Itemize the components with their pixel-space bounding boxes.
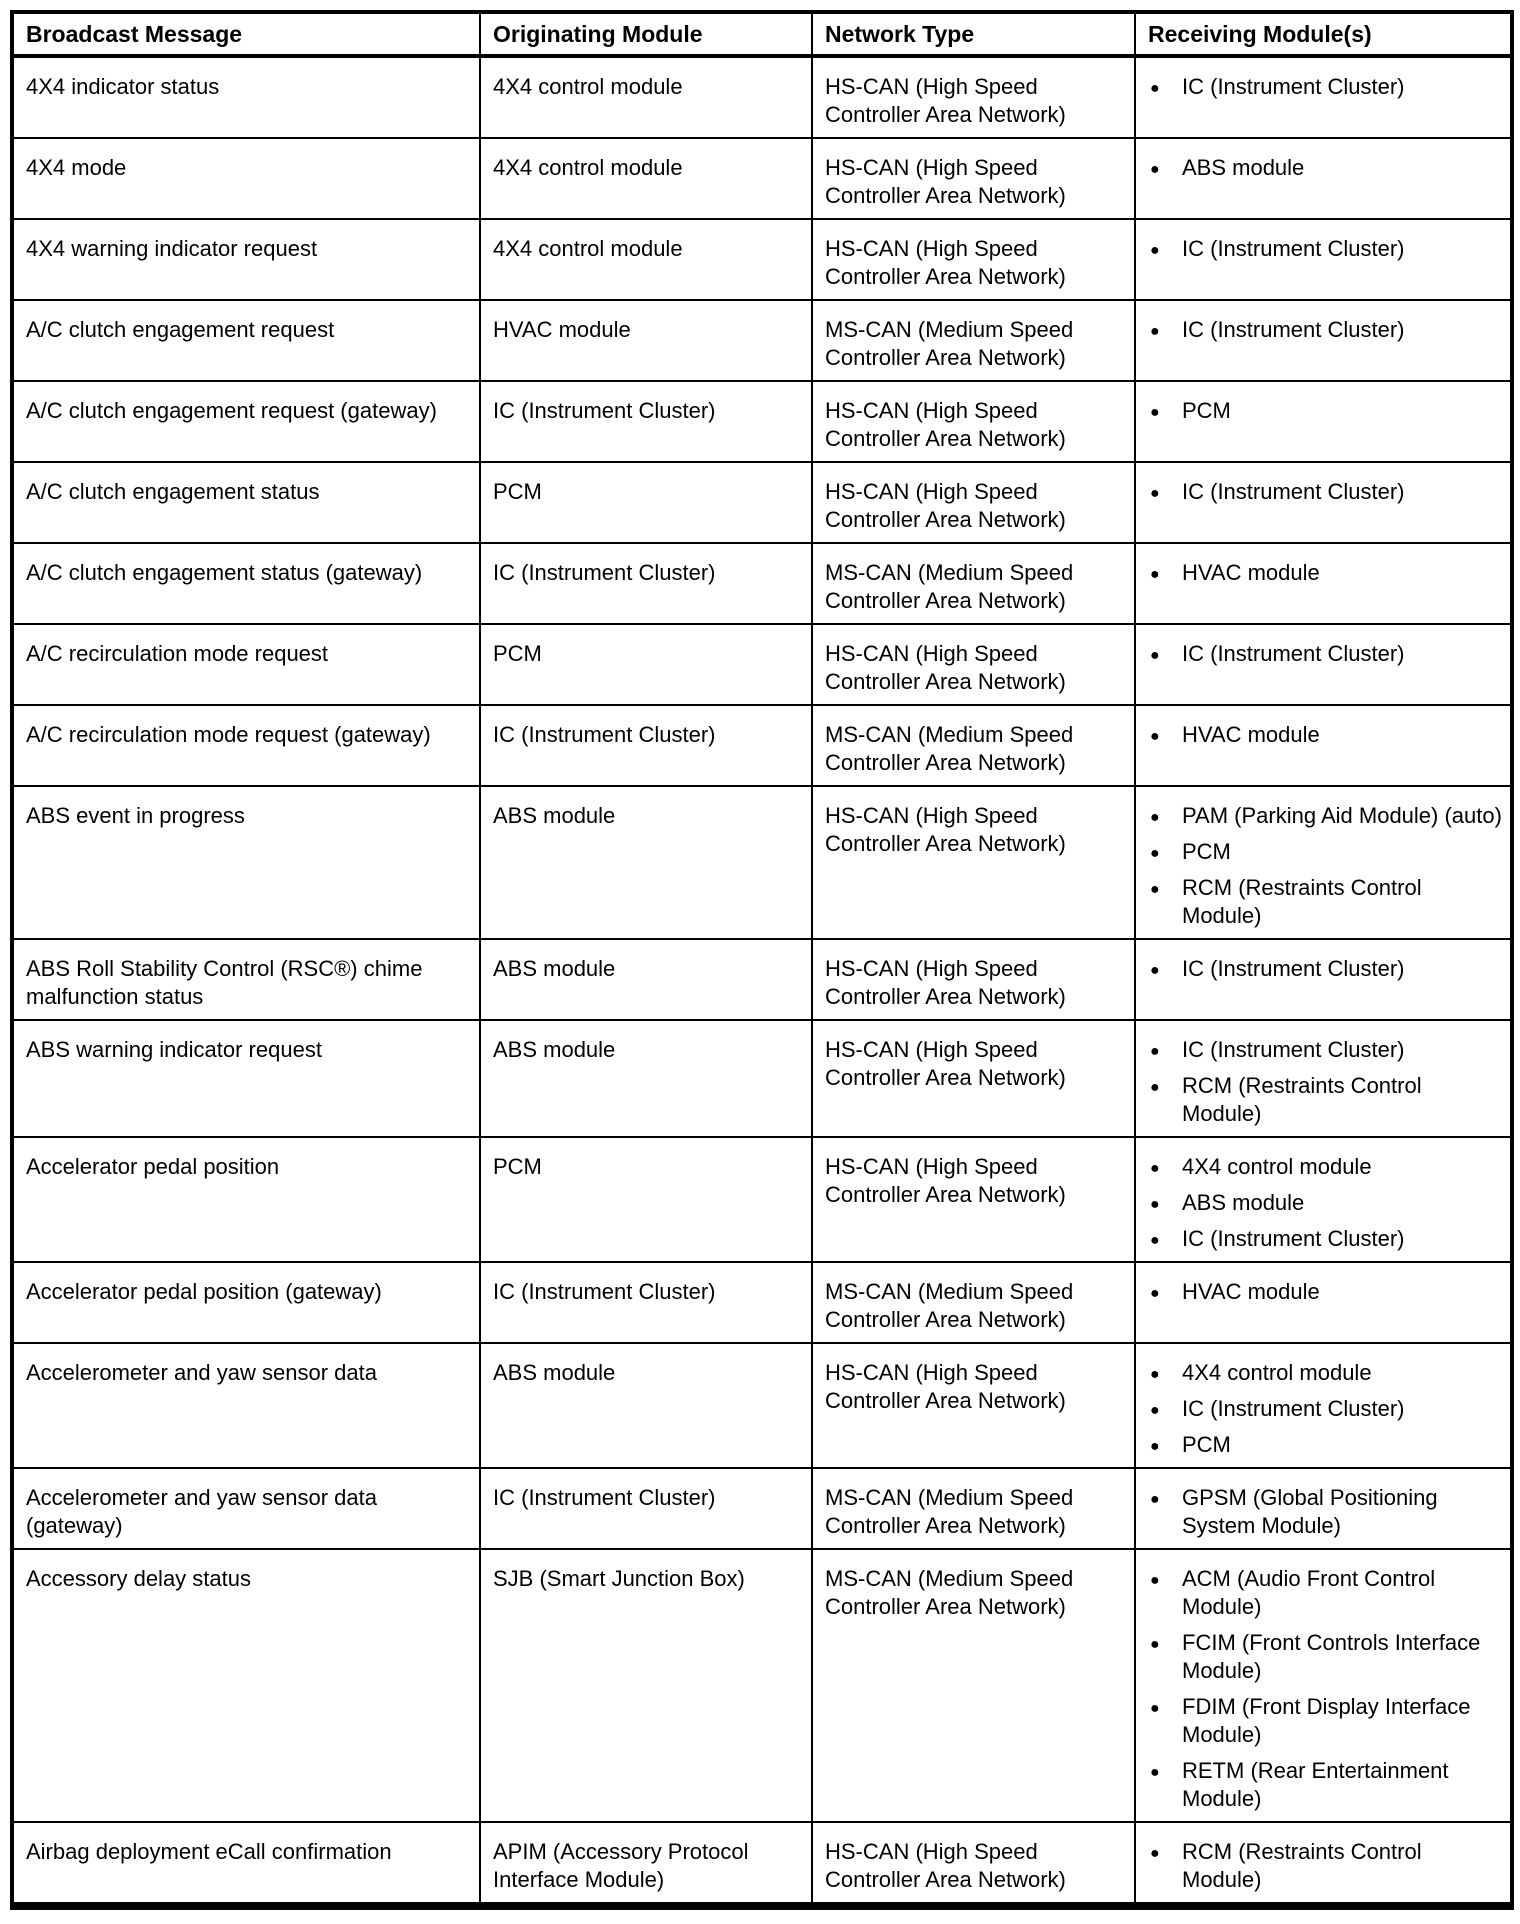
receiving-module-item: ● ACM (Audio Front Control Module) (1144, 1565, 1502, 1621)
table-row (12, 1468, 1512, 1549)
originating-module-cell: ABS module (480, 1020, 812, 1137)
network-type-cell: MS-CAN (Medium Speed Controller Area Network) (812, 1262, 1135, 1343)
receiving-modules-cell (1135, 1468, 1512, 1549)
col-header-originating-module: Originating Module (480, 12, 812, 56)
table-row (12, 462, 1512, 543)
table-row (12, 1822, 1512, 1906)
broadcast-message-cell: 4X4 warning indicator request (12, 219, 480, 300)
receiving-modules-list (1144, 1036, 1502, 1128)
network-type-cell: MS-CAN (Medium Speed Controller Area Network) (812, 300, 1135, 381)
broadcast-message-cell: Accessory delay status (12, 1549, 480, 1822)
table-row (12, 939, 1512, 1020)
network-type-cell: HS-CAN (High Speed Controller Area Network) (812, 1343, 1135, 1468)
receiving-modules-cell (1135, 1262, 1512, 1343)
network-type-cell: HS-CAN (High Speed Controller Area Network) (812, 1137, 1135, 1262)
network-type-cell: MS-CAN (Medium Speed Controller Area Network) (812, 1468, 1135, 1549)
table-header (12, 12, 1512, 56)
receiving-module-item: ● IC (Instrument Cluster) (1144, 235, 1502, 263)
originating-module-cell: PCM (480, 1137, 812, 1262)
broadcast-message-cell: ABS Roll Stability Control (RSC®) chime malfunction status (12, 939, 480, 1020)
receiving-modules-list (1144, 721, 1502, 749)
receiving-modules-list (1144, 154, 1502, 182)
col-header-network-type: Network Type (812, 12, 1135, 56)
broadcast-message-cell: A/C recirculation mode request (12, 624, 480, 705)
network-type-cell: HS-CAN (High Speed Controller Area Network) (812, 462, 1135, 543)
receiving-modules-list (1144, 1278, 1502, 1306)
receiving-module-item: ● FDIM (Front Display Interface Module) (1144, 1693, 1502, 1749)
receiving-modules-list (1144, 73, 1502, 101)
receiving-modules-list (1144, 1484, 1502, 1540)
broadcast-message-cell: Accelerometer and yaw sensor data (12, 1343, 480, 1468)
originating-module-cell: 4X4 control module (480, 138, 812, 219)
table-body (12, 56, 1512, 1906)
receiving-module-item: ● IC (Instrument Cluster) (1144, 73, 1502, 101)
col-header-receiving-modules: Receiving Module(s) (1135, 12, 1512, 56)
receiving-modules-list (1144, 559, 1502, 587)
receiving-modules-cell (1135, 1549, 1512, 1822)
receiving-module-item: ● PCM (1144, 1431, 1502, 1459)
receiving-modules-cell (1135, 786, 1512, 939)
broadcast-message-cell: A/C clutch engagement status (gateway) (12, 543, 480, 624)
originating-module-cell: ABS module (480, 786, 812, 939)
originating-module-cell: IC (Instrument Cluster) (480, 381, 812, 462)
network-type-cell: HS-CAN (High Speed Controller Area Network) (812, 939, 1135, 1020)
table-row (12, 381, 1512, 462)
receiving-module-item: ● HVAC module (1144, 1278, 1502, 1306)
broadcast-message-cell: A/C clutch engagement request (gateway) (12, 381, 480, 462)
receiving-modules-list (1144, 1838, 1502, 1894)
receiving-module-item: ● 4X4 control module (1144, 1359, 1502, 1387)
table-row (12, 1137, 1512, 1262)
network-type-cell: HS-CAN (High Speed Controller Area Network) (812, 138, 1135, 219)
network-type-cell: MS-CAN (Medium Speed Controller Area Network) (812, 543, 1135, 624)
receiving-modules-cell (1135, 705, 1512, 786)
originating-module-cell: IC (Instrument Cluster) (480, 705, 812, 786)
broadcast-message-cell: Accelerator pedal position (gateway) (12, 1262, 480, 1343)
receiving-module-item: ● IC (Instrument Cluster) (1144, 1225, 1502, 1253)
receiving-modules-cell (1135, 56, 1512, 138)
receiving-modules-list (1144, 955, 1502, 983)
table-row (12, 705, 1512, 786)
receiving-module-item: ● IC (Instrument Cluster) (1144, 640, 1502, 668)
receiving-module-item: ● IC (Instrument Cluster) (1144, 1395, 1502, 1423)
table-row (12, 1262, 1512, 1343)
broadcast-message-cell: 4X4 mode (12, 138, 480, 219)
receiving-modules-list (1144, 802, 1502, 930)
col-header-broadcast-message: Broadcast Message (12, 12, 480, 56)
table-row (12, 1343, 1512, 1468)
receiving-module-item: ● IC (Instrument Cluster) (1144, 955, 1502, 983)
receiving-modules-list (1144, 1153, 1502, 1253)
receiving-modules-cell (1135, 300, 1512, 381)
receiving-modules-cell (1135, 1822, 1512, 1906)
receiving-modules-list (1144, 1359, 1502, 1459)
table-row (12, 786, 1512, 939)
receiving-modules-list (1144, 478, 1502, 506)
receiving-module-item: ● FCIM (Front Controls Interface Module) (1144, 1629, 1502, 1685)
receiving-module-item: ● PCM (1144, 838, 1502, 866)
originating-module-cell: IC (Instrument Cluster) (480, 1468, 812, 1549)
receiving-modules-cell (1135, 624, 1512, 705)
network-type-cell: HS-CAN (High Speed Controller Area Network) (812, 1020, 1135, 1137)
broadcast-message-cell: Accelerometer and yaw sensor data (gateway) (12, 1468, 480, 1549)
originating-module-cell: ABS module (480, 1343, 812, 1468)
receiving-modules-cell (1135, 1343, 1512, 1468)
receiving-module-item: ● RCM (Restraints Control Module) (1144, 874, 1502, 930)
network-type-cell: MS-CAN (Medium Speed Controller Area Network) (812, 705, 1135, 786)
broadcast-message-cell: A/C clutch engagement status (12, 462, 480, 543)
receiving-modules-list (1144, 397, 1502, 425)
broadcast-message-cell: Airbag deployment eCall confirmation (12, 1822, 480, 1906)
table-row (12, 138, 1512, 219)
originating-module-cell: 4X4 control module (480, 219, 812, 300)
receiving-modules-cell (1135, 462, 1512, 543)
receiving-modules-cell (1135, 939, 1512, 1020)
table-row (12, 543, 1512, 624)
table-row (12, 624, 1512, 705)
network-type-cell: HS-CAN (High Speed Controller Area Network) (812, 381, 1135, 462)
originating-module-cell: PCM (480, 462, 812, 543)
receiving-module-item: ● RCM (Restraints Control Module) (1144, 1072, 1502, 1128)
originating-module-cell: APIM (Accessory Protocol Interface Module) (480, 1822, 812, 1906)
receiving-modules-list (1144, 1565, 1502, 1813)
network-type-cell: HS-CAN (High Speed Controller Area Network) (812, 1822, 1135, 1906)
receiving-module-item: ● PAM (Parking Aid Module) (auto) (1144, 802, 1502, 830)
originating-module-cell: IC (Instrument Cluster) (480, 1262, 812, 1343)
broadcast-message-cell: A/C clutch engagement request (12, 300, 480, 381)
broadcast-message-cell: A/C recirculation mode request (gateway) (12, 705, 480, 786)
receiving-modules-cell (1135, 1020, 1512, 1137)
receiving-module-item: ● HVAC module (1144, 559, 1502, 587)
receiving-modules-cell (1135, 381, 1512, 462)
receiving-module-item: ● HVAC module (1144, 721, 1502, 749)
header-row (12, 12, 1512, 56)
table-row (12, 56, 1512, 138)
receiving-modules-cell (1135, 219, 1512, 300)
network-type-cell: HS-CAN (High Speed Controller Area Network) (812, 219, 1135, 300)
originating-module-cell: PCM (480, 624, 812, 705)
receiving-module-item: ● PCM (1144, 397, 1502, 425)
receiving-module-item: ● 4X4 control module (1144, 1153, 1502, 1181)
network-type-cell: HS-CAN (High Speed Controller Area Network) (812, 56, 1135, 138)
originating-module-cell: SJB (Smart Junction Box) (480, 1549, 812, 1822)
receiving-module-item: ● IC (Instrument Cluster) (1144, 1036, 1502, 1064)
receiving-modules-list (1144, 316, 1502, 344)
receiving-modules-list (1144, 235, 1502, 263)
receiving-module-item: ● RCM (Restraints Control Module) (1144, 1838, 1502, 1894)
receiving-modules-list (1144, 640, 1502, 668)
table-row (12, 1020, 1512, 1137)
table-row (12, 1549, 1512, 1822)
receiving-modules-cell (1135, 543, 1512, 624)
receiving-module-item: ● IC (Instrument Cluster) (1144, 316, 1502, 344)
broadcast-message-table (10, 10, 1514, 1910)
receiving-module-item: ● GPSM (Global Positioning System Module) (1144, 1484, 1502, 1540)
network-type-cell: MS-CAN (Medium Speed Controller Area Network) (812, 1549, 1135, 1822)
receiving-modules-cell (1135, 1137, 1512, 1262)
receiving-module-item: ● ABS module (1144, 154, 1502, 182)
originating-module-cell: HVAC module (480, 300, 812, 381)
originating-module-cell: ABS module (480, 939, 812, 1020)
receiving-modules-cell (1135, 138, 1512, 219)
broadcast-message-cell: ABS warning indicator request (12, 1020, 480, 1137)
receiving-module-item: ● RETM (Rear Entertainment Module) (1144, 1757, 1502, 1813)
network-type-cell: HS-CAN (High Speed Controller Area Network) (812, 786, 1135, 939)
broadcast-message-cell: Accelerator pedal position (12, 1137, 480, 1262)
receiving-module-item: ● ABS module (1144, 1189, 1502, 1217)
network-type-cell: HS-CAN (High Speed Controller Area Network) (812, 624, 1135, 705)
broadcast-message-cell: 4X4 indicator status (12, 56, 480, 138)
broadcast-message-cell: ABS event in progress (12, 786, 480, 939)
originating-module-cell: IC (Instrument Cluster) (480, 543, 812, 624)
table-row (12, 300, 1512, 381)
receiving-module-item: ● IC (Instrument Cluster) (1144, 478, 1502, 506)
originating-module-cell: 4X4 control module (480, 56, 812, 138)
table-row (12, 219, 1512, 300)
